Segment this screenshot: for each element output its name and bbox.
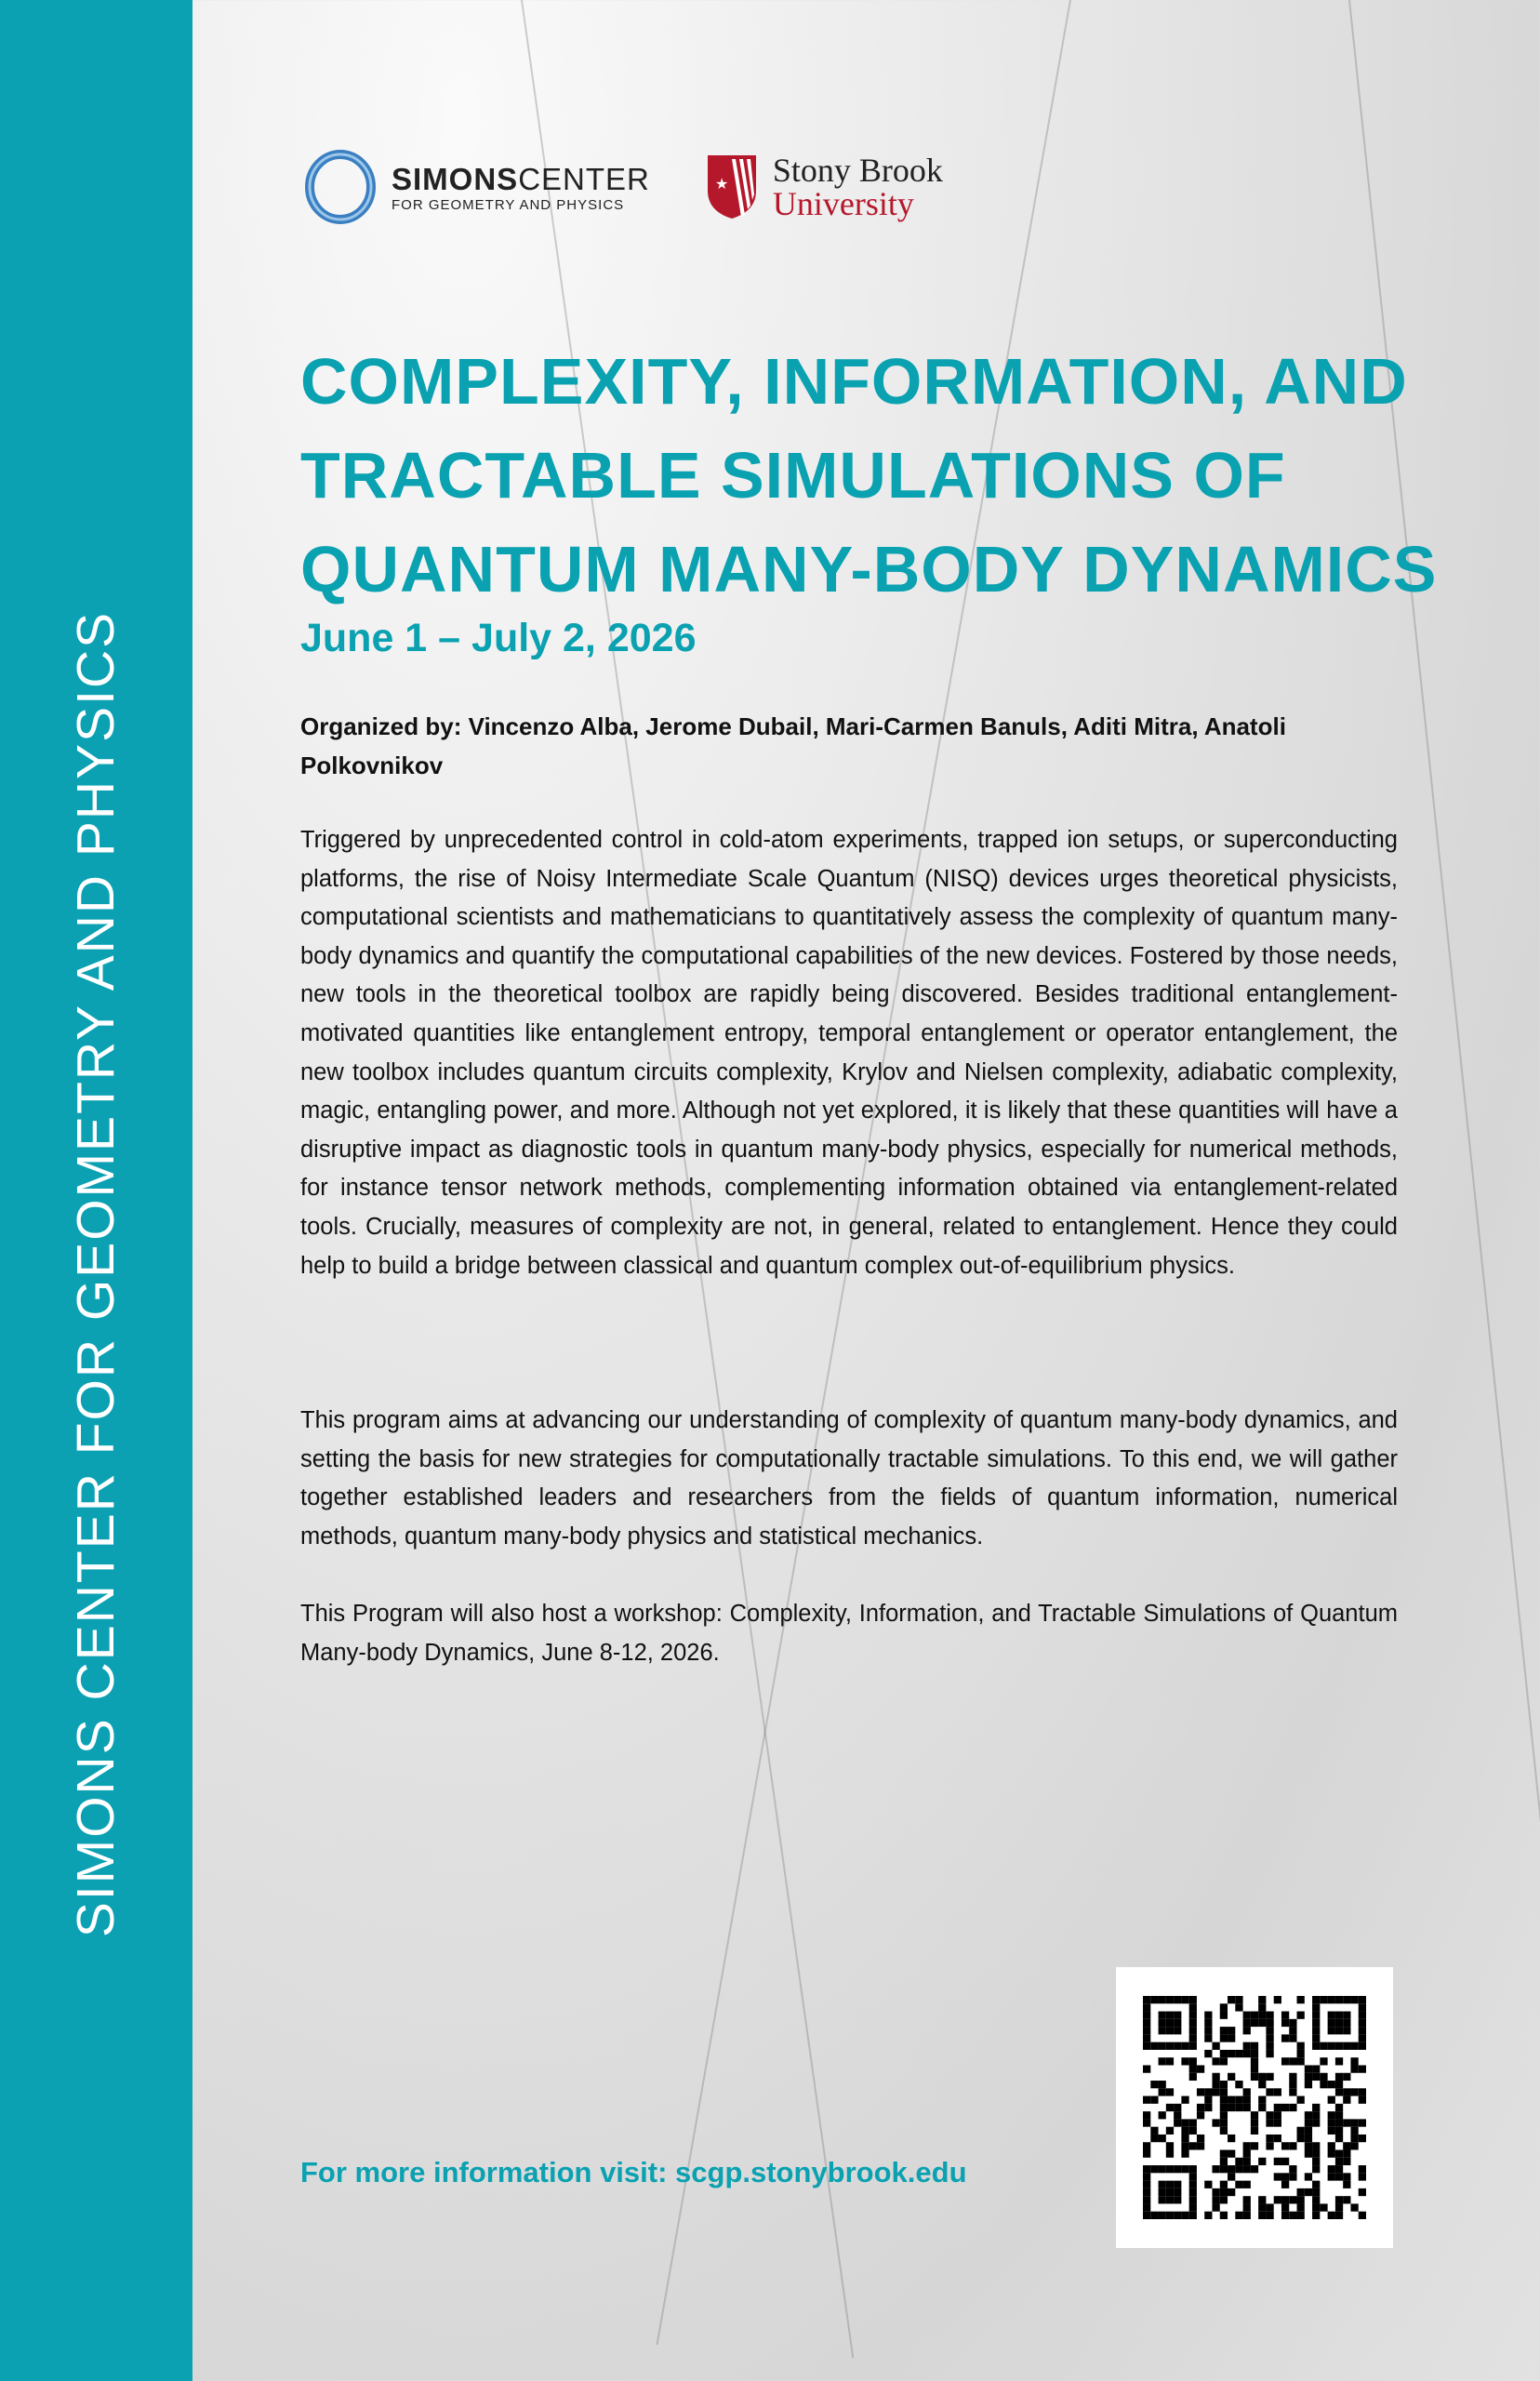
scgp-ring-icon [302,149,378,225]
scgp-name-b: CENTER [518,161,650,196]
organizers: Organized by: Vincenzo Alba, Jerome Dubail, Mari-Carmen Banuls, Aditi Mitra, Anatoli Polkovnikov [300,712,1286,779]
description-paragraph: This program aims at advancing our understanding of complexity of quantum many-body dynamics, and setting the basis for new strategies for computationally tractable simulations. To this end, we will gather together established leaders and researchers from the fields of quantum information, numerical methods, quantum many-body physics and statistical mechanics. [300,1407,1398,1550]
scgp-sub: FOR GEOMETRY AND PHYSICS [392,196,625,213]
qr-code-icon [1143,1996,1366,2219]
logos [302,149,943,225]
program-dates: June 1 – July 2, 2026 [300,616,697,660]
sbu-logo [706,153,943,220]
sidebar-text: SIMONS CENTER FOR GEOMETRY AND PHYSICS [66,610,126,1938]
svg-text:★: ★ [714,177,729,193]
description-paragraph: This Program will also host a workshop: Complexity, Information, and Tractable Simulations of Quantum Many-body Dynamics, June 8-12, 2026. [300,1601,1398,1666]
sbu-name: Stony Brook [772,152,943,189]
sidebar [0,0,192,2381]
more-info-link[interactable]: For more information visit: scgp.stonybrook.edu [300,2156,967,2188]
description-paragraph: Triggered by unprecedented control in cold-atom experiments, trapped ion setups, or superconducting platforms, the rise of Noisy Intermediate Scale Quantum (NISQ) devices urges theoretical physicists, computational scientists and mathematicians to quantitatively assess the complexity of quantum many-body dynamics and quantify the computational capabilities of the new devices. Fostered by those needs, new tools in the theoretical toolbox are rapidly being discovered. Besides traditional entanglement-motivated quantities like entanglement entropy, temporal entanglement or operator entanglement, the new toolbox includes quantum circuits complexity, Krylov and Nielsen complexity, adiabatic complexity, magic, entangling power, and more. Although not yet explored, it is likely that these quantities will have a disruptive impact as diagnostic tools in quantum many-body physics, especially for numerical methods, for instance tensor network methods, complementing information obtained via entanglement-related tools. Crucially, measures of complexity are not, in general, related to entanglement. Hence they could help to build a bridge between classical and quantum complex out-of-equilibrium physics. [300,827,1398,1279]
scgp-name-a: SIMONS [392,161,519,196]
page-title: COMPLEXITY, INFORMATION, AND TRACTABLE SIMULATIONS OF QUANTUM MANY-BODY DYNAMICS [300,345,1438,605]
scgp-logo [302,149,650,225]
sbu-shield-icon [706,153,758,220]
qr-code[interactable] [1116,1967,1393,2248]
sbu-university: University [772,185,914,222]
